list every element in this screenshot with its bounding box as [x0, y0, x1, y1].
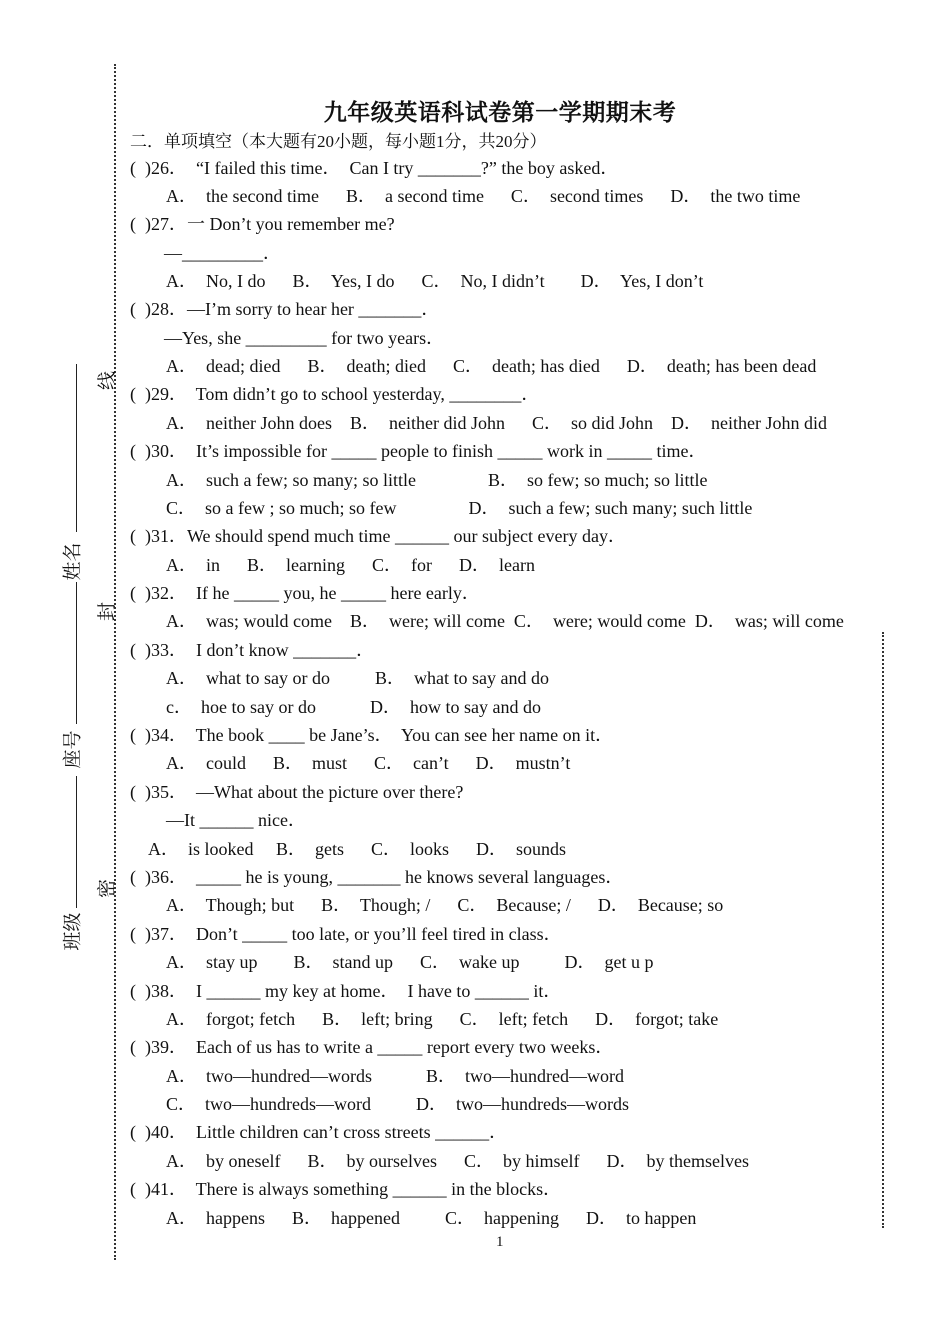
- question-35-options: A． is looked B． gets C． looks D． sounds: [148, 839, 567, 859]
- question-27-reply: —_________．: [164, 243, 281, 263]
- question-41: ( )41． There is always something ______ in the blocks．: [130, 1179, 562, 1199]
- question-35-reply: —It ______ nice．: [166, 810, 306, 830]
- seal-mark-mi: 密: [96, 878, 119, 899]
- seat-label: 座号: [61, 730, 84, 769]
- question-38: ( )38． I ______ my key at home． I have to ______ it．: [130, 981, 562, 1001]
- question-40-options: A． by oneself B． by ourselves C． by himself D． by themselves: [166, 1151, 749, 1171]
- question-37: ( )37． Don’t _____ too late, or you’ll feel tired in class．: [130, 924, 562, 944]
- binding-dotted-line: [114, 64, 116, 1260]
- question-30: ( )30． It’s impossible for _____ people to finish _____ work in _____ time．: [130, 441, 707, 461]
- class-label: 班级: [61, 912, 84, 951]
- class-blank-line: [76, 776, 77, 908]
- question-28-reply: —Yes, she _________ for two years．: [164, 328, 445, 348]
- question-28: ( )28．—I’m sorry to hear her _______．: [130, 299, 440, 319]
- question-40: ( )40． Little children can’t cross streets ______．: [130, 1122, 508, 1142]
- seal-mark-xian: 线: [96, 370, 119, 391]
- page-number: 1: [496, 1234, 504, 1250]
- question-39-options-cd: C． two—hundreds—word D． two—hundreds—words: [166, 1094, 629, 1114]
- question-31-options: A． in B． learning C． for D． learn: [166, 555, 535, 575]
- seal-mark-feng: 封: [96, 601, 119, 622]
- name-label: 姓名: [61, 542, 84, 581]
- question-32-options: A． was; would come B． were; will come C． were; would come D． was; will come: [166, 611, 844, 631]
- question-26-options: A． the second time B． a second time C． second times D． the two time: [166, 186, 801, 206]
- question-30-options-ab: A． such a few; so many; so little B． so few; so much; so little: [166, 470, 708, 490]
- exam-title: 九年级英语科试卷第一学期期末考: [323, 99, 677, 126]
- question-36: ( )36． _____ he is young, _______ he knows several languages．: [130, 867, 624, 887]
- question-39-options-ab: A． two—hundred—words B． two—hundred—word: [166, 1066, 624, 1086]
- question-36-options: A． Though; but B． Though; / C． Because; / D． Because; so: [166, 895, 724, 915]
- right-dotted-line: [882, 632, 884, 1228]
- question-27: ( )27．一 Don’t you remember me?: [130, 214, 395, 234]
- question-33: ( )33． I don’t know _______．: [130, 640, 375, 660]
- question-33-options-cd: c． hoe to say or do D． how to say and do: [166, 697, 541, 717]
- question-29-options: A． neither John does B． neither did John C． so did John D． neither John did: [166, 413, 827, 433]
- question-26: ( )26． “I failed this time． Can I try _______?” the boy asked．: [130, 158, 619, 178]
- question-38-options: A． forgot; fetch B． left; bring C． left; fetch D． forgot; take: [166, 1009, 719, 1029]
- question-28-options: A． dead; died B． death; died C． death; has died D． death; has been dead: [166, 356, 817, 376]
- question-27-options: A． No, I do B． Yes, I do C． No, I didn’t D． Yes, I don’t: [166, 271, 704, 291]
- question-30-options-cd: C． so a few ; so much; so few D． such a few; such many; such little: [166, 498, 753, 518]
- seat-blank-line: [76, 582, 77, 724]
- question-31: ( )31．We should spend much time ______ our subject every day．: [130, 526, 626, 546]
- name-blank-line: [76, 364, 77, 532]
- question-34: ( )34． The book ____ be Jane’s． You can see her name on it．: [130, 725, 614, 745]
- question-33-options-ab: A． what to say or do B． what to say and do: [166, 668, 549, 688]
- question-32: ( )32． If he _____ you, he _____ here early．: [130, 583, 480, 603]
- question-37-options: A． stay up B． stand up C． wake up D． get u p: [166, 952, 654, 972]
- question-39: ( )39． Each of us has to write a _____ report every two weeks．: [130, 1037, 614, 1057]
- question-41-options: A． happens B． happened C． happening D． to happen: [166, 1208, 697, 1228]
- question-35: ( )35． —What about the picture over there?: [130, 782, 464, 802]
- question-34-options: A． could B． must C． can’t D． mustn’t: [166, 753, 571, 773]
- section-header: 二．单项填空（本大题有20小题，每小题1分，共20分）: [130, 132, 547, 151]
- question-29: ( )29． Tom didn’t go to school yesterday, ________．: [130, 384, 540, 404]
